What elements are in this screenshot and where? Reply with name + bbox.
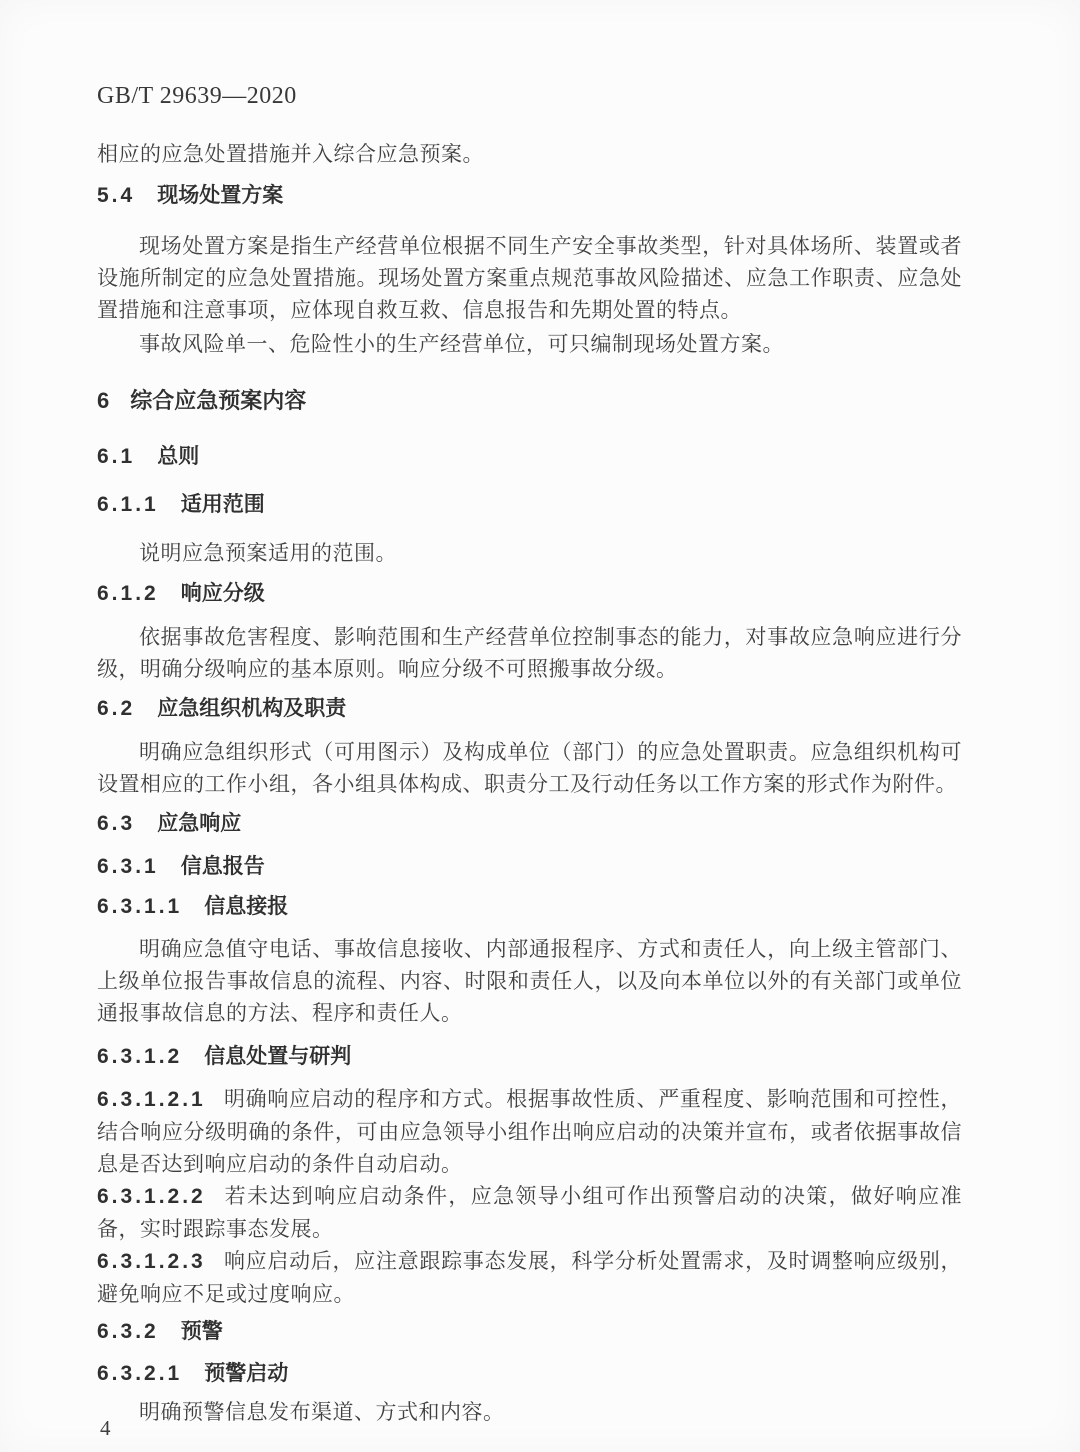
section-heading-6-1-1 [97, 489, 962, 521]
section-title: 响应分级 [180, 582, 265, 605]
chapter-heading-6 [97, 383, 962, 419]
section-number: 6.3.1.2 [97, 1045, 183, 1068]
clause-paragraph-6-3-1-2-1 [97, 1083, 962, 1180]
section-heading-6-3-2 [97, 1316, 962, 1348]
section-heading-6-3-1 [97, 851, 962, 883]
paragraph: 现场处置方案是指生产经营单位根据不同生产安全事故类型，针对具体场所、装置或者设施所制定的应急处置措施。现场处置方案重点规范事故风险描述、应急工作职责、应急处置措施和注意事项，应体现自救互救、信息报告和先期处置的特点。 [97, 234, 962, 322]
clause-paragraph-6-3-1-2-3 [97, 1245, 962, 1310]
section-title: 现场处置方案 [157, 184, 284, 207]
section-title: 应急组织机构及职责 [157, 697, 347, 720]
section-heading-6-2 [97, 693, 962, 725]
section-number: 6.1.2 [97, 582, 159, 605]
paragraph: 明确应急组织形式（可用图示）及构成单位（部门）的应急处置职责。应急组织机构可设置相应的工作小组，各小组具体构成、职责分工及行动任务以工作方案的形式作为附件。 [97, 740, 962, 796]
section-number: 5.4 [97, 184, 136, 207]
section-number: 6.1.1 [97, 493, 159, 516]
section-heading-6-3-1-1 [97, 891, 962, 923]
section-number: 6.3.2 [97, 1320, 159, 1343]
section-title: 信息报告 [180, 855, 265, 878]
section-title: 应急响应 [157, 812, 242, 835]
clause-number: 6.3.1.2.1 [97, 1088, 206, 1111]
clause-text: 明确响应启动的程序和方式。根据事故性质、严重程度、影响范围和可控性，结合响应分级明确的条件，可由应急领导小组作出响应启动的决策并宣布，或者依据事故信息是否达到响应启动的条件自动启动。 [97, 1087, 962, 1176]
section-number: 6.3.1.1 [97, 895, 183, 918]
paragraph: 依据事故危害程度、影响范围和生产经营单位控制事态的能力，对事故应急响应进行分级，明确分级响应的基本原则。响应分级不可照搬事故分级。 [97, 625, 962, 681]
section-title: 预警启动 [204, 1362, 289, 1385]
section-number: 6.1 [97, 445, 136, 468]
standard-number-header: GB/T 29639—2020 [97, 83, 297, 109]
chapter-title: 综合应急预案内容 [130, 388, 307, 413]
paragraph: 明确预警信息发布渠道、方式和内容。 [139, 1400, 505, 1424]
section-number: 6.3 [97, 812, 136, 835]
clause-paragraph-6-3-1-2-2 [97, 1180, 962, 1245]
section-heading-6-3-2-1 [97, 1358, 962, 1390]
section-title: 信息处置与研判 [204, 1045, 352, 1068]
section-heading-6-1 [97, 441, 962, 473]
section-heading-6-3 [97, 808, 962, 840]
page-number: 4 [100, 1416, 111, 1440]
paragraph: 明确应急值守电话、事故信息接收、内部通报程序、方式和责任人，向上级主管部门、上级单位报告事故信息的流程、内容、时限和责任人，以及向本单位以外的有关部门或单位通报事故信息的方法、程序和责任人。 [97, 937, 962, 1025]
section-heading-6-3-1-2 [97, 1041, 962, 1073]
section-heading-5-4 [97, 180, 962, 212]
section-number: 6.3.1 [97, 855, 159, 878]
clause-number: 6.3.1.2.3 [97, 1250, 206, 1273]
section-number: 6.2 [97, 697, 136, 720]
section-number: 6.3.2.1 [97, 1362, 183, 1385]
clause-number: 6.3.1.2.2 [97, 1185, 206, 1208]
section-heading-6-1-2 [97, 578, 962, 610]
chapter-number: 6 [97, 388, 113, 413]
paragraph-continuation: 相应的应急处置措施并入综合应急预案。 [97, 142, 484, 166]
section-title: 总则 [157, 445, 200, 468]
paragraph: 说明应急预案适用的范围。 [139, 541, 397, 565]
clause-text: 响应启动后，应注意跟踪事态发展，科学分析处置需求，及时调整响应级别，避免响应不足或过度响应。 [97, 1249, 962, 1306]
section-title: 适用范围 [180, 493, 265, 516]
clause-text: 若未达到响应启动条件，应急领导小组可作出预警启动的决策，做好响应准备，实时跟踪事态发展。 [97, 1184, 962, 1241]
section-title: 预警 [180, 1320, 223, 1343]
section-title: 信息接报 [204, 895, 289, 918]
paragraph: 事故风险单一、危险性小的生产经营单位，可只编制现场处置方案。 [139, 332, 784, 356]
